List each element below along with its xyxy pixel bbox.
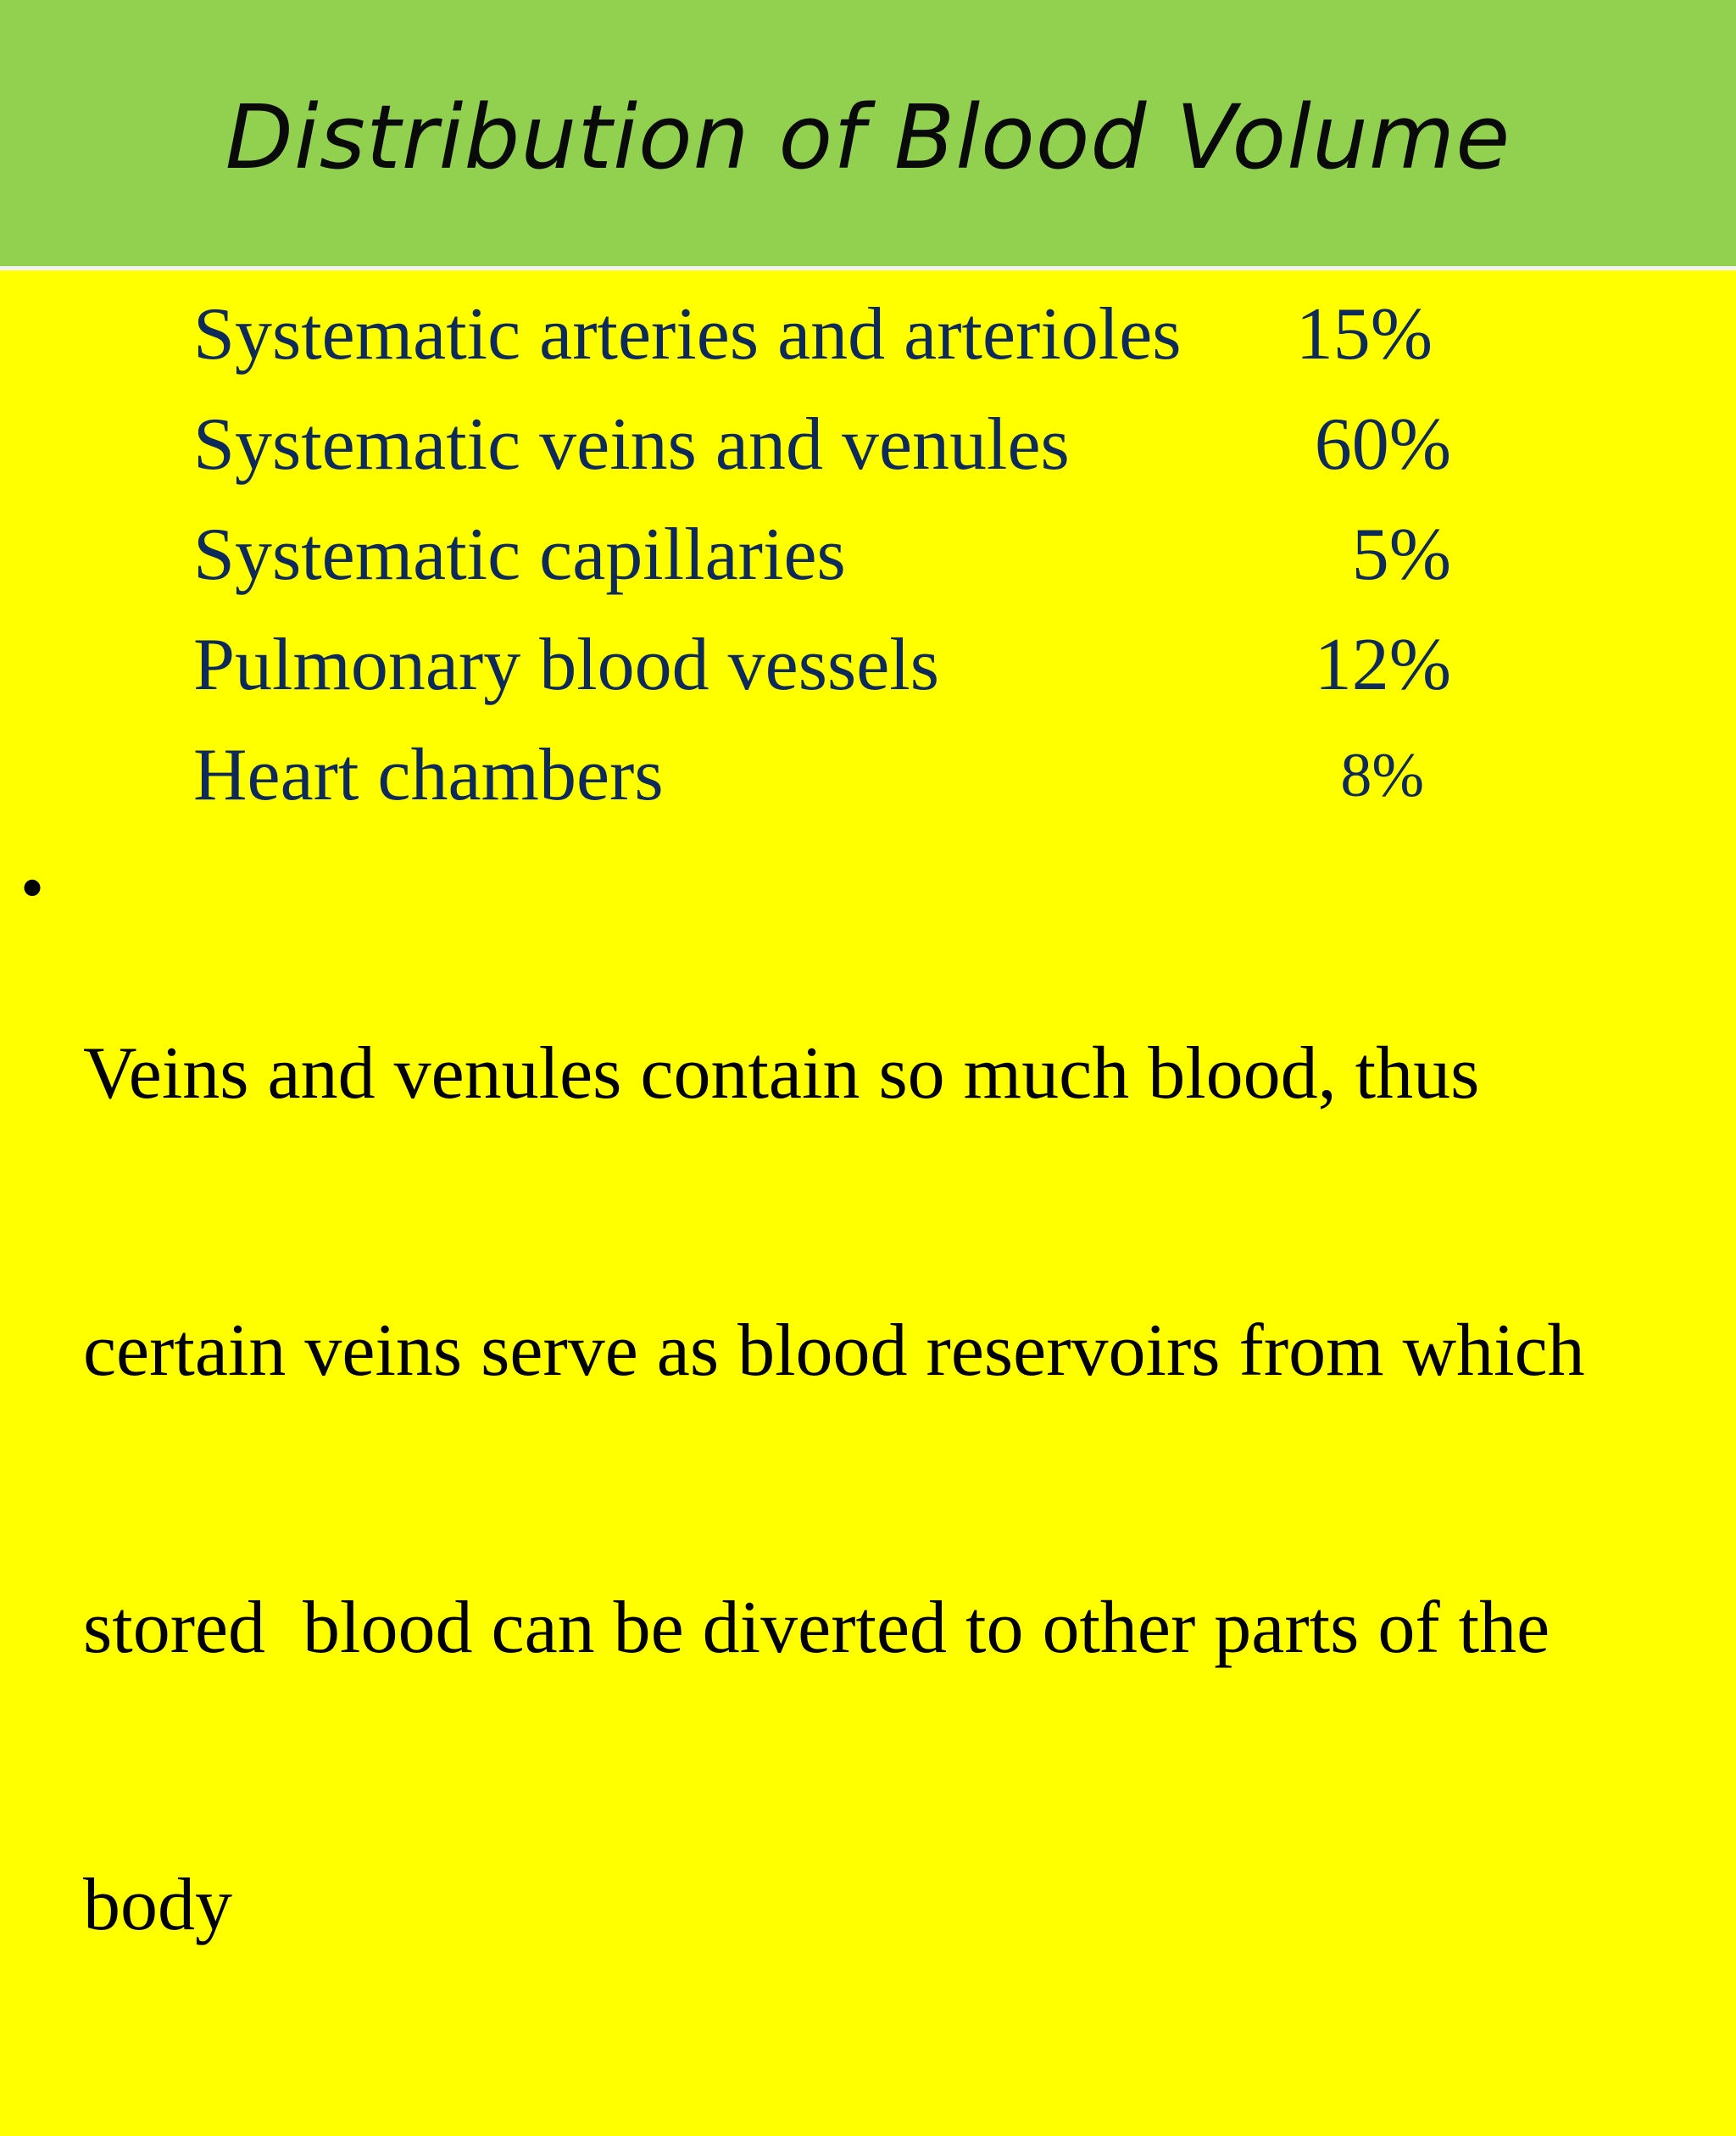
distribution-value: 12% <box>1314 624 1451 706</box>
distribution-row <box>0 280 1736 390</box>
distribution-row <box>0 390 1736 500</box>
title-band <box>0 0 1736 266</box>
bullet-line: stored blood can be diverted to other parts of the <box>83 1587 1550 1669</box>
distribution-row <box>0 720 1736 831</box>
distribution-label: Systematic veins and venules <box>193 403 1070 486</box>
distribution-row <box>0 500 1736 610</box>
distribution-label: Systematic capillaries <box>193 514 846 596</box>
distribution-value: 60% <box>1314 403 1451 486</box>
bullet-line: body <box>83 1864 232 1946</box>
distribution-label: Systematic arteries and arterioles <box>193 293 1182 375</box>
distribution-label: Heart chambers <box>193 734 664 816</box>
distribution-value: 15% <box>1295 293 1433 375</box>
distribution-row <box>0 610 1736 720</box>
distribution-value: 5% <box>1351 514 1451 596</box>
slide-title: Distribution of Blood Volume <box>225 86 1511 189</box>
bullet-line: certain veins serve as blood reservoirs from which <box>83 1310 1585 1392</box>
distribution-value: 8% <box>1340 741 1424 810</box>
distribution-label: Pulmonary blood vessels <box>193 624 939 706</box>
bullet-icon: • <box>20 851 45 926</box>
bullet-line: Veins and venules contain so much blood, thus <box>83 1032 1480 1115</box>
bullet-text <box>83 843 1677 2136</box>
